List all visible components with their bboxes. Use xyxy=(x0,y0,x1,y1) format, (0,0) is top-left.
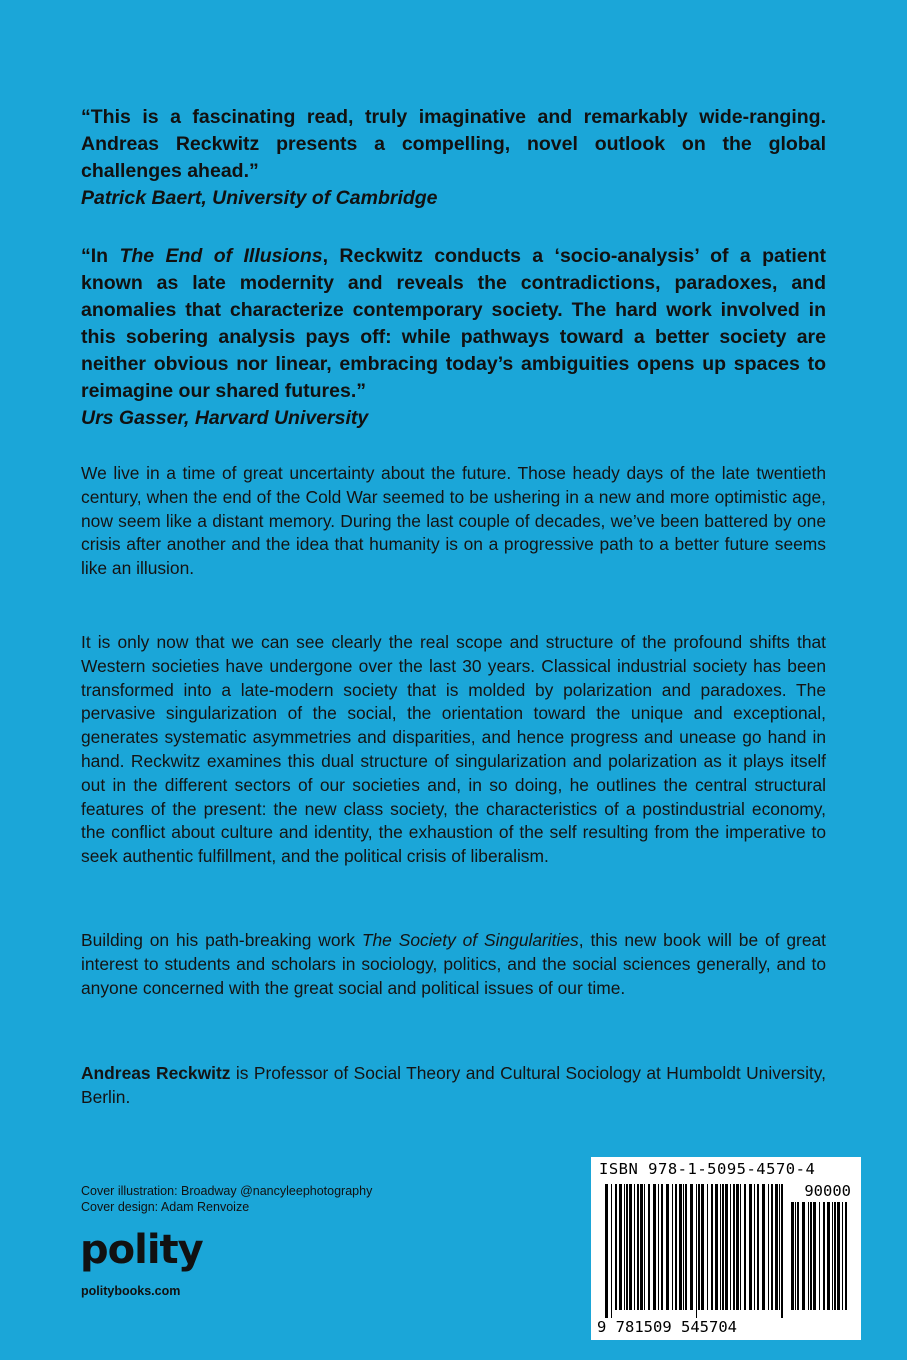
barcode-bar xyxy=(648,1184,650,1310)
barcode-bar xyxy=(797,1202,799,1310)
barcode-bar xyxy=(754,1184,755,1310)
barcode-bar xyxy=(791,1202,794,1310)
ean-barcode xyxy=(605,1184,785,1318)
barcode-bar xyxy=(722,1184,724,1310)
barcode-bar xyxy=(834,1202,836,1310)
author-name: Andreas Reckwitz xyxy=(81,1063,231,1083)
barcode-panel xyxy=(591,1157,861,1340)
price-code: 90000 xyxy=(804,1182,851,1200)
barcode-bar xyxy=(698,1184,700,1310)
barcode-bar xyxy=(683,1184,684,1310)
barcode-bar xyxy=(808,1202,809,1310)
barcode-bar xyxy=(685,1184,687,1310)
referenced-book-title: The Society of Singularities xyxy=(361,930,579,950)
barcode-bar xyxy=(666,1184,669,1310)
polity-logo: polity xyxy=(80,1227,203,1273)
quote-text-start: “In xyxy=(81,245,120,267)
barcode-bar xyxy=(675,1184,677,1310)
quote-attribution: Patrick Baert, University of Cambridge xyxy=(81,187,438,209)
barcode-bar xyxy=(679,1184,682,1310)
barcode-bar xyxy=(813,1202,816,1310)
barcode-bar xyxy=(779,1184,780,1310)
barcode-bar xyxy=(775,1184,778,1310)
barcode-bar xyxy=(845,1202,847,1310)
barcode-bar xyxy=(661,1184,663,1310)
barcode-bar xyxy=(749,1184,752,1310)
barcode-bar xyxy=(762,1184,765,1310)
barcode-bar xyxy=(740,1184,741,1310)
endorsement-quote-1 xyxy=(81,104,826,212)
barcode-bar xyxy=(611,1184,612,1318)
quote-text-rest: , Reckwitz conducts a ‘socio-analysis’ of a patient known as late modernity and reveals the contradictions, paradoxes, and anomalies that characterize contemporary society. The hard work involved in this sobering analysis pays off: while pathways toward a better society are neither obvious nor linear, embracing today’s ambiguities opens up spaces to reimagine our shared futures.” xyxy=(81,245,827,402)
barcode-bar xyxy=(771,1184,773,1310)
barcode-bar xyxy=(615,1184,617,1310)
barcode-bar xyxy=(730,1184,731,1310)
isbn-label: ISBN 978-1-5095-4570-4 xyxy=(599,1160,816,1178)
barcode-bar xyxy=(802,1202,805,1310)
barcode-bar xyxy=(733,1184,735,1310)
barcode-bar xyxy=(744,1184,746,1310)
description-paragraph-2: It is only now that we can see clearly the real scope and structure of the profound shifts that Western societies have undergone over the last 30 years. Classical industrial society has been transformed into a late-modern society that is molded by polarization and paradoxes. The pervasive singularization of the social, the orientation toward the unique and exceptional, generates systematic asymmetries and disparities, and hence progress and unease go hand in hand. Reckwitz examines this dual structure of singularization and polarization as it plays itself out in the different sectors of our societies and, in so doing, he outlines the central structural features of the present: the new class society, the characteristics of a postindustrial economy, the conflict about culture and identity, the exhaustion of the self resulting from the imperative to seek authentic fulfillment, and the political crisis of liberalism. xyxy=(81,632,826,867)
paragraph-text-start: Building on his path-breaking work xyxy=(81,930,362,950)
barcode-bar xyxy=(644,1184,645,1310)
barcode-bar xyxy=(653,1184,656,1310)
barcode-bar xyxy=(736,1184,739,1310)
barcode-bar xyxy=(637,1184,639,1310)
barcode-bar xyxy=(837,1202,840,1310)
barcode-bar xyxy=(707,1184,708,1310)
barcode-bar xyxy=(634,1184,635,1310)
quote-book-title: The End of Illusions xyxy=(119,245,323,267)
barcode-bar xyxy=(810,1202,812,1310)
design-credit: Cover design: Adam Renvoize xyxy=(81,1200,250,1214)
barcode-bar xyxy=(827,1202,830,1310)
barcode-bar xyxy=(819,1202,820,1310)
barcode-bar xyxy=(768,1184,769,1310)
barcode-bar xyxy=(696,1184,697,1318)
quote-attribution: Urs Gasser, Harvard University xyxy=(81,407,369,429)
barcode-bar xyxy=(795,1202,796,1310)
quote-text: “This is a fascinating read, truly imaginative and remarkably wide-ranging. Andreas Reckwitz presents a compelling, novel outlook on the global challenges ahead.” xyxy=(81,106,826,182)
barcode-bar xyxy=(629,1184,632,1310)
barcode-bar xyxy=(781,1184,783,1318)
barcode-bar xyxy=(672,1184,673,1310)
barcode-bar xyxy=(624,1184,625,1310)
author-bio xyxy=(81,1062,826,1110)
barcode-bar xyxy=(701,1184,704,1310)
barcode-bar xyxy=(605,1184,608,1318)
barcode-bar xyxy=(757,1184,759,1310)
description-paragraph-3 xyxy=(81,929,826,1000)
ean-digits: 9 781509 545704 xyxy=(597,1318,737,1336)
barcode-bar xyxy=(823,1202,825,1310)
author-bio-text: is Professor of Social Theory and Cultural Sociology at Humboldt University, Berlin. xyxy=(81,1063,827,1107)
barcode-bar xyxy=(715,1184,718,1310)
barcode-bar xyxy=(640,1184,643,1310)
barcode-bar xyxy=(690,1184,693,1310)
barcode-bar xyxy=(658,1184,659,1310)
addon-barcode xyxy=(791,1202,849,1318)
publisher-website: politybooks.com xyxy=(81,1284,181,1298)
illustration-credit: Cover illustration: Broadway @nancyleephotography xyxy=(81,1184,373,1198)
barcode-bar xyxy=(725,1184,728,1310)
paragraph-text-rest: , this new book will be of great interest to students and scholars in sociology, politics, and the social sciences generally, and to anyone concerned with the great social and political issues of our time. xyxy=(81,930,826,998)
barcode-bar xyxy=(842,1202,843,1310)
cover-credits xyxy=(81,1183,372,1215)
endorsement-quote-2 xyxy=(81,243,826,432)
description-paragraph-1: We live in a time of great uncertainty about the future. Those heady days of the late twentieth century, when the end of the Cold War seemed to be ushering in a new and more optimistic age, now seem like a distant memory. During the last couple of decades, we’ve been battered by one crisis after another and the idea that humanity is on a progressive path to a better future seems like an illusion. xyxy=(81,463,826,579)
barcode-bar xyxy=(711,1184,713,1310)
barcode-bar xyxy=(832,1202,833,1310)
barcode-bar xyxy=(626,1184,628,1310)
barcode-bar xyxy=(619,1184,622,1310)
barcode-bar xyxy=(720,1184,721,1310)
